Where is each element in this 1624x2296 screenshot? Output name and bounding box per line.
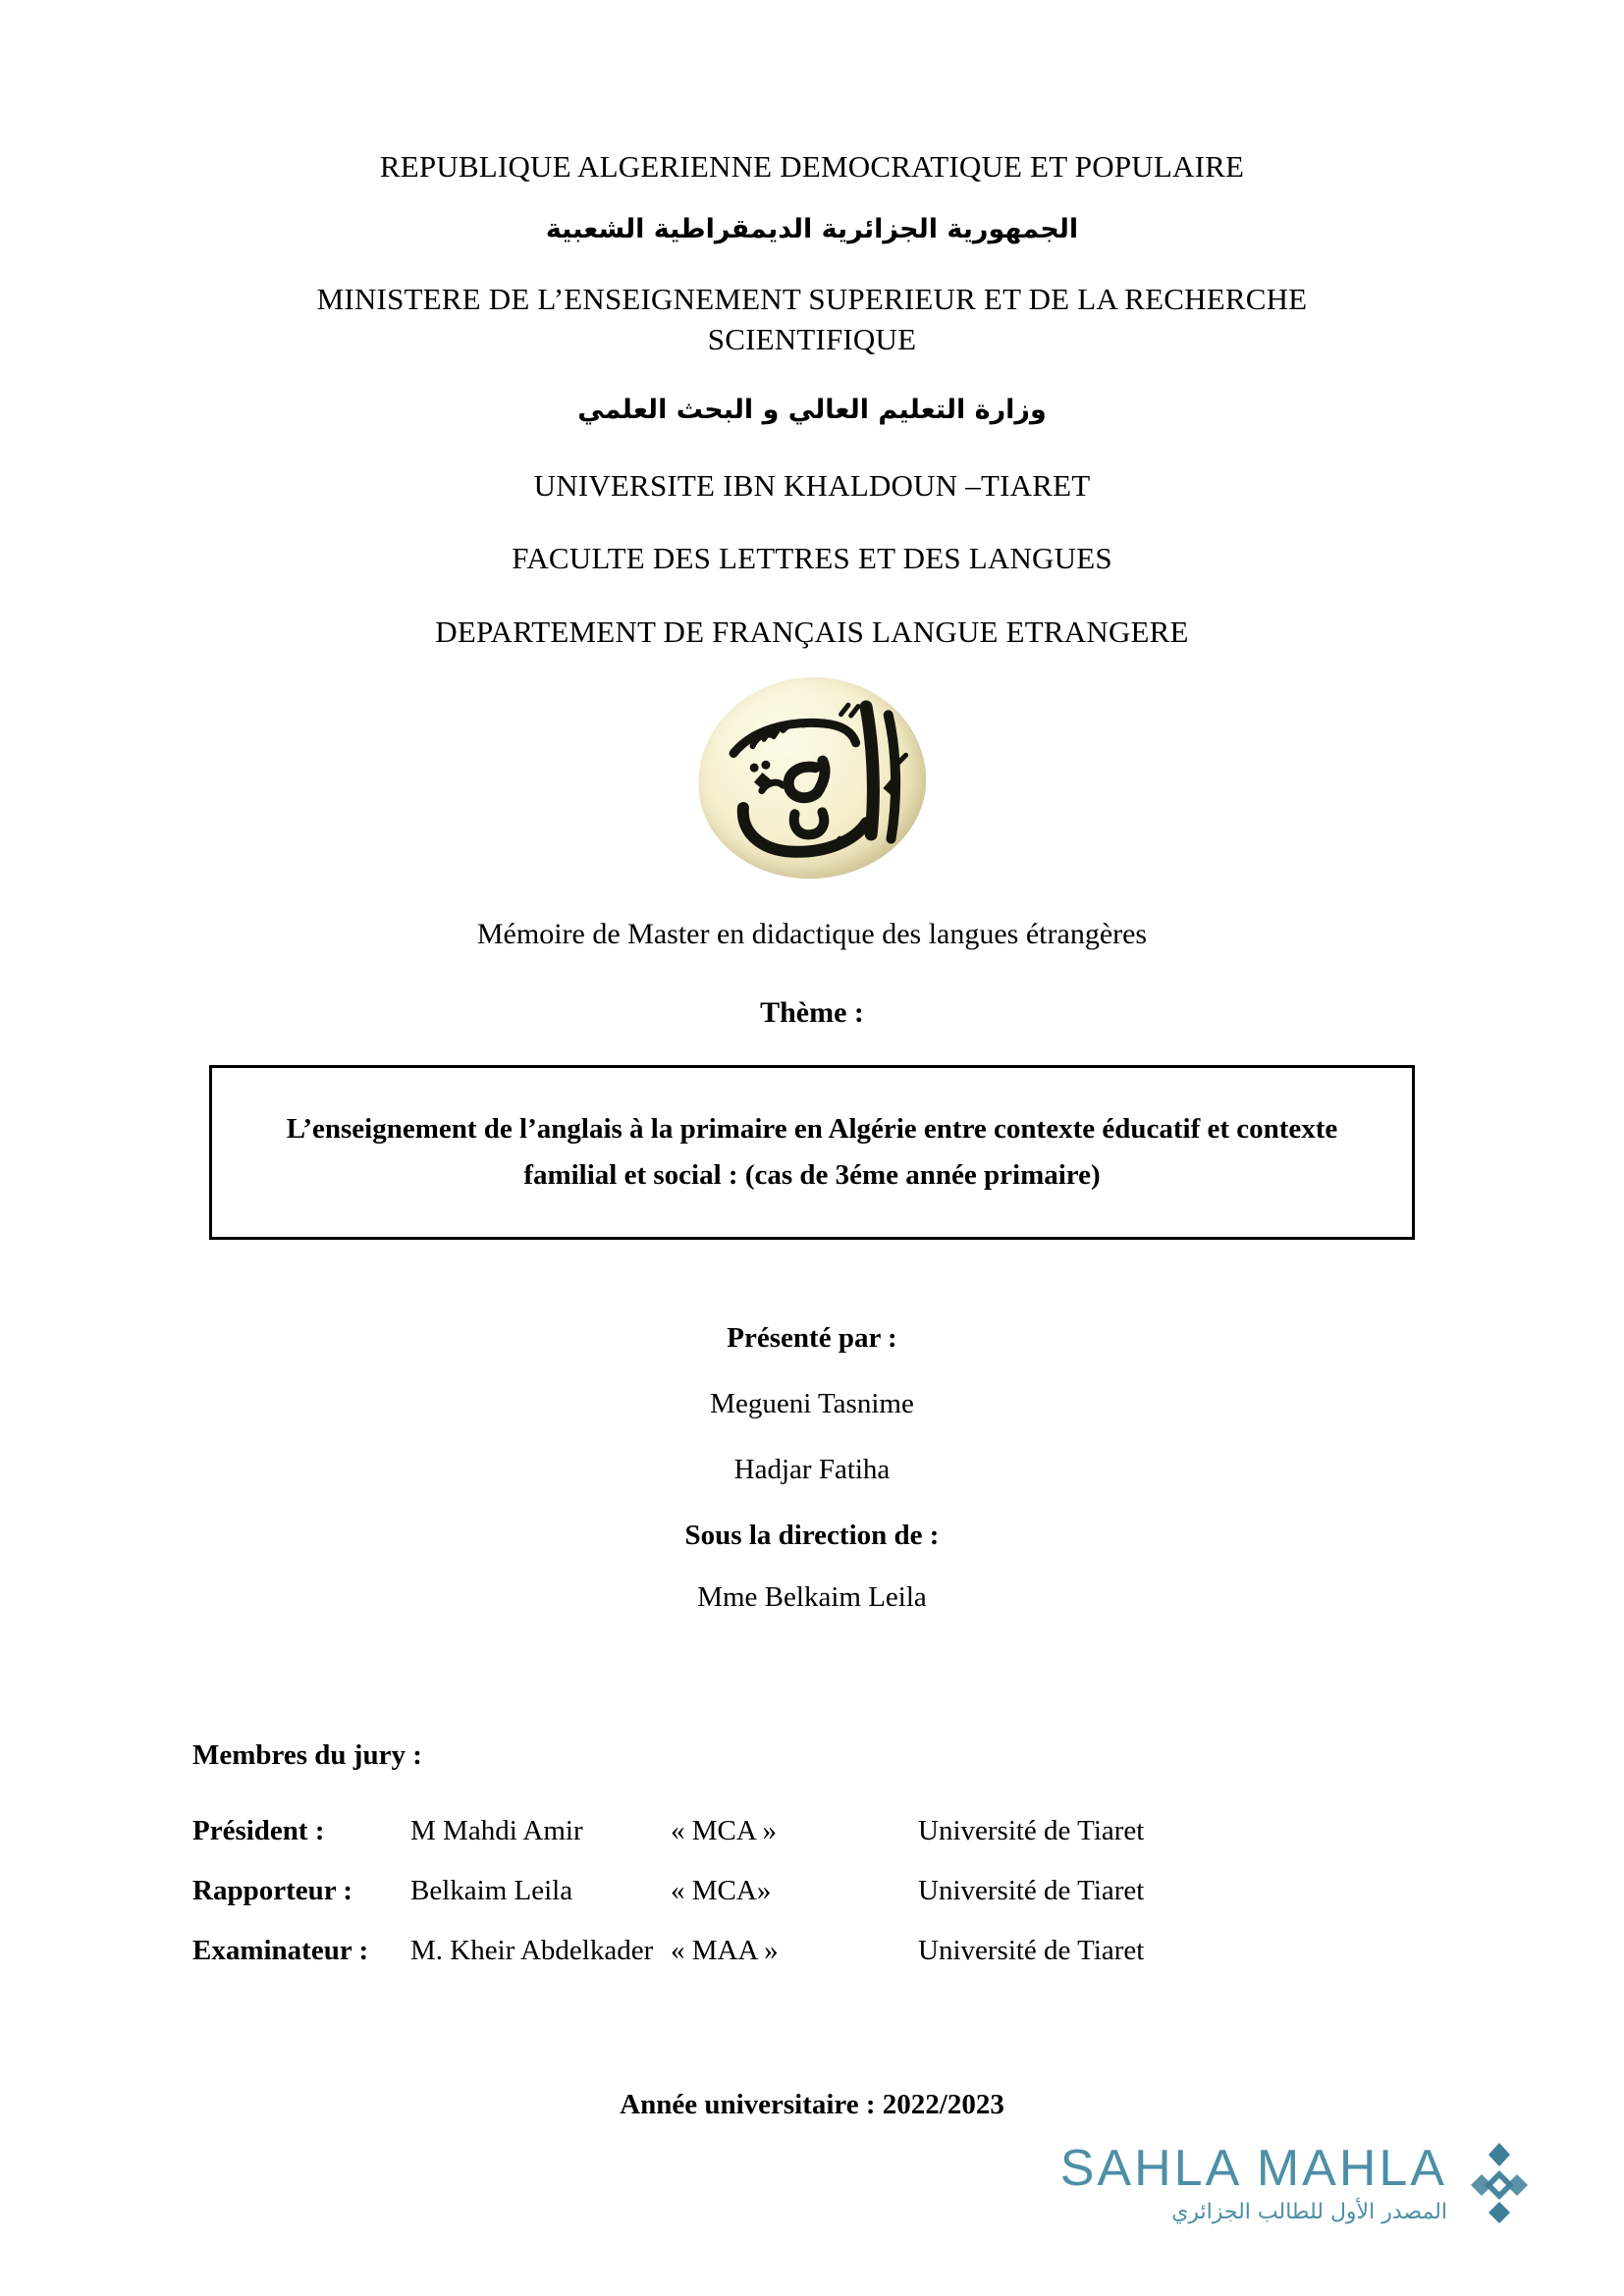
table-row xyxy=(192,1815,1144,1875)
republic-line-fr: REPUBLIQUE ALGERIENNE DEMOCRATIQUE ET POPULAIRE xyxy=(379,149,1245,184)
jury-section xyxy=(0,1739,1624,1995)
table-row xyxy=(192,1875,1144,1935)
authors-section xyxy=(0,1322,1624,1614)
sahla-mahla-watermark xyxy=(1060,2141,1536,2225)
jury-affiliation-1: Université de Tiaret xyxy=(918,1814,1145,1846)
jury-affiliation-3: Université de Tiaret xyxy=(918,1934,1145,1966)
faculty-line: FACULTE DES LETTRES ET DES LANGUES xyxy=(512,541,1112,576)
ministry-line-ar: وزارة التعليم العالي و البحث العلمي xyxy=(577,394,1047,425)
jury-name-1: M Mahdi Amir xyxy=(410,1814,583,1846)
author-name-1: Megueni Tasnime xyxy=(710,1387,914,1419)
jury-grade-3: « MAA » xyxy=(671,1934,779,1966)
jury-name-3: M. Kheir Abdelkader xyxy=(410,1934,654,1966)
jury-grade-2: « MCA» xyxy=(671,1874,772,1906)
watermark-brand: SAHLA MAHLA xyxy=(1059,2140,1447,2197)
university-line: UNIVERSITE IBN KHALDOUN –TIARET xyxy=(533,468,1091,504)
department-line: DEPARTEMENT DE FRANÇAIS LANGUE ETRANGERE xyxy=(435,614,1189,649)
jury-affiliation-2: Université de Tiaret xyxy=(918,1874,1145,1906)
institutional-header xyxy=(0,0,1624,652)
presented-by-label: Présenté par : xyxy=(727,1321,897,1354)
republic-line-ar: الجمهورية الجزائرية الديمقراطية الشعبية xyxy=(545,214,1079,245)
watermark-tagline: المصدر الأول للطالب الجزائري xyxy=(1171,2200,1447,2224)
theme-label: Thème : xyxy=(760,995,864,1029)
university-logo xyxy=(691,669,933,886)
jury-role-1: Président : xyxy=(192,1814,325,1846)
jury-heading: Membres du jury : xyxy=(192,1738,422,1771)
jury-grade-1: « MCA » xyxy=(671,1814,777,1846)
ministry-line-fr: MINISTERE DE L’ENSEIGNEMENT SUPERIEUR ET DE LA RECHERCHE SCIENTIFIQUE xyxy=(316,282,1308,356)
thesis-title-box xyxy=(209,1065,1415,1240)
jury-name-2: Belkaim Leila xyxy=(410,1874,573,1906)
jury-role-2: Rapporteur : xyxy=(192,1874,352,1906)
supervisor-label: Sous la direction de : xyxy=(684,1519,940,1551)
jury-role-3: Examinateur : xyxy=(192,1934,369,1966)
thesis-title: L’enseignement de l’anglais à la primaire en Algérie entre contexte éducatif et contexte familial et social : (cas de 3éme année primaire) xyxy=(286,1113,1338,1191)
author-name-2: Hadjar Fatiha xyxy=(733,1453,891,1485)
supervisor-name: Mme Belkaim Leila xyxy=(697,1580,927,1613)
academic-year: Année universitaire : 2022/2023 xyxy=(620,2088,1004,2120)
table-row xyxy=(192,1935,1144,1995)
sahla-mahla-logo-icon xyxy=(1463,2141,1536,2225)
jury-table xyxy=(192,1815,1144,1995)
logo-container xyxy=(0,677,1624,879)
watermark-text xyxy=(1059,2140,1447,2224)
document-type-line: Mémoire de Master en didactique des langues étrangères xyxy=(476,917,1148,950)
